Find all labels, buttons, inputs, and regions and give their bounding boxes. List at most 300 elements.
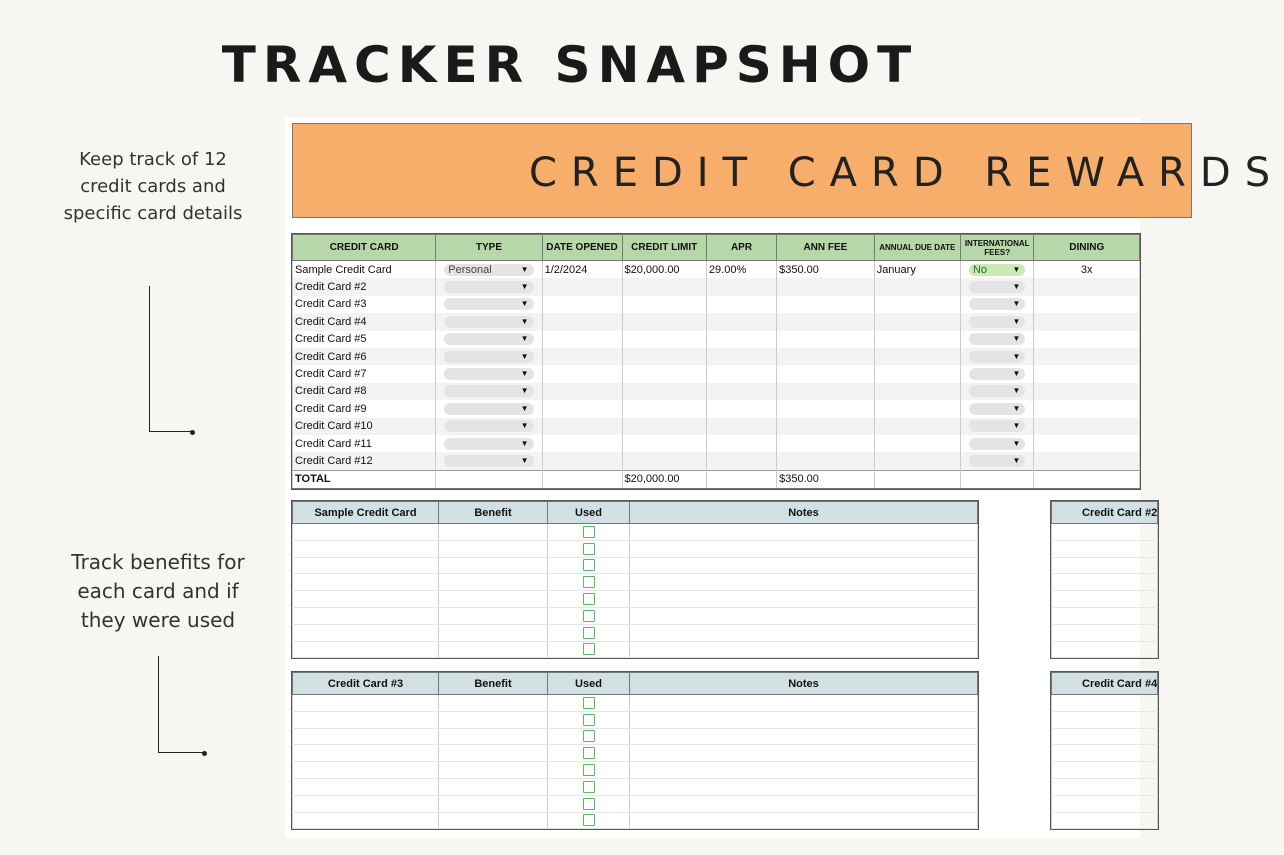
type-dropdown[interactable] <box>444 420 533 432</box>
benefit-row <box>1052 591 1158 608</box>
benefit-card-cell[interactable] <box>1052 591 1158 608</box>
card-cell: Credit Card #9 <box>293 400 436 417</box>
caption-benefits: Track benefits for each card and if they were used <box>71 550 245 632</box>
due-date-cell <box>874 400 960 417</box>
used-cell <box>548 762 630 779</box>
notes-cell[interactable] <box>630 524 978 541</box>
benefit-card-cell[interactable] <box>293 728 439 745</box>
card-cell: Sample Credit Card <box>293 261 436 279</box>
intl-fees-dropdown[interactable] <box>969 333 1025 345</box>
benefit-card-cell[interactable] <box>1052 711 1158 728</box>
dropdown-arrow-icon: ▼ <box>520 282 529 292</box>
date-opened-cell <box>542 313 622 330</box>
card-cell: Credit Card #10 <box>293 418 436 435</box>
used-cell <box>548 641 630 658</box>
dining-cell: 3x <box>1034 261 1140 279</box>
table-row <box>293 348 1140 365</box>
benefit-card-cell[interactable] <box>1052 728 1158 745</box>
credit-limit-cell: $20,000.00 <box>622 261 706 279</box>
intl-fees-dropdown[interactable] <box>969 403 1025 415</box>
apr-cell <box>706 331 776 348</box>
date-opened-cell <box>542 278 622 295</box>
used-cell <box>548 591 630 608</box>
ann-fee-cell <box>777 452 875 470</box>
used-cell <box>548 812 630 829</box>
benefit-cell[interactable] <box>439 812 548 829</box>
type-dropdown[interactable] <box>444 281 533 293</box>
benefit-header-card: Sample Credit Card <box>293 502 439 524</box>
intl-fees-dropdown[interactable] <box>969 351 1025 363</box>
dining-cell <box>1034 365 1140 382</box>
notes-cell[interactable] <box>630 574 978 591</box>
type-dropdown[interactable] <box>444 455 533 467</box>
credit-limit-cell <box>622 278 706 295</box>
notes-cell[interactable] <box>630 778 978 795</box>
intl-fees-dropdown[interactable] <box>969 316 1025 328</box>
bracket-arrow-icon <box>149 286 192 432</box>
credit-limit-cell <box>622 296 706 313</box>
benefit-table <box>292 672 978 829</box>
ann-fee-cell <box>777 365 875 382</box>
dropdown-arrow-icon: ▼ <box>520 264 529 274</box>
used-checkbox[interactable] <box>583 593 595 605</box>
benefit-card-cell[interactable] <box>1052 574 1158 591</box>
used-checkbox[interactable] <box>583 798 595 810</box>
type-cell <box>436 278 542 295</box>
apr-cell <box>706 278 776 295</box>
benefit-cell[interactable] <box>439 574 548 591</box>
benefit-header-used: Used <box>548 673 630 695</box>
benefit-card-cell[interactable] <box>1052 607 1158 624</box>
intl-fees-cell <box>960 278 1033 295</box>
benefit-cell[interactable] <box>439 728 548 745</box>
due-date-cell <box>874 365 960 382</box>
benefit-cell[interactable] <box>439 624 548 641</box>
credit-limit-cell <box>622 313 706 330</box>
benefit-row <box>1052 607 1158 624</box>
intl-fees-dropdown[interactable] <box>969 455 1025 467</box>
benefit-cell[interactable] <box>439 557 548 574</box>
dropdown-arrow-icon: ▼ <box>1012 386 1021 396</box>
table-row <box>293 365 1140 382</box>
bracket-arrow-icon <box>158 656 204 753</box>
used-checkbox[interactable] <box>583 576 595 588</box>
due-date-cell <box>874 452 960 470</box>
benefit-row <box>293 607 978 624</box>
benefit-row <box>1052 540 1158 557</box>
credit-limit-cell <box>622 383 706 400</box>
page-title: TRACKER SNAPSHOT <box>221 36 919 94</box>
notes-cell[interactable] <box>630 762 978 779</box>
table-row <box>293 435 1140 452</box>
benefit-card-cell[interactable] <box>1052 695 1158 712</box>
benefit-row <box>293 762 978 779</box>
date-opened-cell <box>542 365 622 382</box>
benefit-row <box>1052 795 1158 812</box>
notes-cell[interactable] <box>630 591 978 608</box>
column-header: APR <box>706 235 776 261</box>
table-row <box>293 278 1140 295</box>
notes-cell[interactable] <box>630 540 978 557</box>
benefit-card-cell[interactable] <box>293 762 439 779</box>
notes-cell[interactable] <box>630 812 978 829</box>
benefit-card-cell[interactable] <box>293 591 439 608</box>
benefit-card-cell[interactable] <box>1052 557 1158 574</box>
dropdown-arrow-icon: ▼ <box>1012 334 1021 344</box>
date-opened-cell <box>542 435 622 452</box>
date-opened-cell <box>542 331 622 348</box>
type-dropdown[interactable] <box>444 403 533 415</box>
ann-fee-cell <box>777 400 875 417</box>
card-cell: Credit Card #7 <box>293 365 436 382</box>
type-cell <box>436 400 542 417</box>
intl-fees-cell <box>960 261 1033 279</box>
type-cell <box>436 296 542 313</box>
spreadsheet <box>285 118 1284 838</box>
notes-cell[interactable] <box>630 745 978 762</box>
benefit-header-card: Credit Card #4 <box>1052 673 1158 695</box>
table-row <box>293 261 1140 279</box>
benefit-card-cell[interactable] <box>293 795 439 812</box>
dining-cell <box>1034 313 1140 330</box>
due-date-cell <box>874 313 960 330</box>
intl-fees-cell <box>960 435 1033 452</box>
type-dropdown[interactable] <box>444 298 533 310</box>
credit-limit-cell <box>622 365 706 382</box>
used-checkbox[interactable] <box>583 526 595 538</box>
benefit-row <box>1052 557 1158 574</box>
benefit-row <box>1052 524 1158 541</box>
card-cell: Credit Card #12 <box>293 452 436 470</box>
benefit-cell[interactable] <box>439 524 548 541</box>
benefit-cell[interactable] <box>439 778 548 795</box>
total-ann-fee: $350.00 <box>777 470 875 488</box>
benefit-card-cell[interactable] <box>1052 812 1158 829</box>
dining-cell <box>1034 418 1140 435</box>
benefit-row <box>1052 695 1158 712</box>
benefit-cell[interactable] <box>439 745 548 762</box>
benefit-row <box>293 624 978 641</box>
benefit-row <box>293 591 978 608</box>
date-opened-cell <box>542 296 622 313</box>
column-header: INTERNATIONAL FEES? <box>960 235 1033 261</box>
due-date-cell <box>874 278 960 295</box>
intl-fees-dropdown[interactable] <box>969 264 1025 276</box>
benefit-card-cell[interactable] <box>293 745 439 762</box>
card-cell: Credit Card #2 <box>293 278 436 295</box>
benefit-card-cell[interactable] <box>1052 540 1158 557</box>
intl-fees-cell <box>960 383 1033 400</box>
benefit-row <box>1052 812 1158 829</box>
benefit-row <box>293 524 978 541</box>
credit-card-table <box>292 234 1140 489</box>
benefit-card-cell[interactable] <box>1052 624 1158 641</box>
dining-cell <box>1034 400 1140 417</box>
table-row <box>293 331 1140 348</box>
notes-cell[interactable] <box>630 711 978 728</box>
used-checkbox[interactable] <box>583 643 595 655</box>
benefit-card-cell[interactable] <box>293 641 439 658</box>
ann-fee-cell <box>777 435 875 452</box>
benefit-card-cell[interactable] <box>293 574 439 591</box>
card-cell: Credit Card #4 <box>293 313 436 330</box>
intl-fees-dropdown[interactable] <box>969 281 1025 293</box>
dining-cell <box>1034 331 1140 348</box>
type-dropdown[interactable] <box>444 333 533 345</box>
type-dropdown[interactable] <box>444 316 533 328</box>
apr-cell <box>706 452 776 470</box>
due-date-cell: January <box>874 261 960 279</box>
benefit-row <box>293 557 978 574</box>
intl-fees-cell <box>960 452 1033 470</box>
dropdown-arrow-icon: ▼ <box>520 386 529 396</box>
table-row <box>293 452 1140 470</box>
column-header: CREDIT LIMIT <box>622 235 706 261</box>
credit-limit-cell <box>622 348 706 365</box>
used-checkbox[interactable] <box>583 627 595 639</box>
column-header: ANN FEE <box>777 235 875 261</box>
type-dropdown[interactable] <box>444 368 533 380</box>
table-row <box>293 400 1140 417</box>
type-cell <box>436 348 542 365</box>
benefit-table <box>1051 501 1158 658</box>
benefit-card-cell[interactable] <box>1052 641 1158 658</box>
dropdown-arrow-icon: ▼ <box>1012 264 1021 274</box>
type-cell <box>436 383 542 400</box>
benefit-row <box>1052 762 1158 779</box>
column-header: DINING <box>1034 235 1140 261</box>
benefit-header-benefit: Benefit <box>439 502 548 524</box>
used-checkbox[interactable] <box>583 730 595 742</box>
due-date-cell <box>874 418 960 435</box>
date-opened-cell <box>542 452 622 470</box>
used-cell <box>548 557 630 574</box>
benefit-card-cell[interactable] <box>1052 745 1158 762</box>
type-dropdown[interactable] <box>444 385 533 397</box>
ann-fee-cell <box>777 313 875 330</box>
used-cell <box>548 711 630 728</box>
type-dropdown[interactable] <box>444 264 533 276</box>
due-date-cell <box>874 331 960 348</box>
benefit-card-cell[interactable] <box>293 695 439 712</box>
used-cell <box>548 745 630 762</box>
date-opened-cell <box>542 383 622 400</box>
card-cell: Credit Card #5 <box>293 331 436 348</box>
total-row <box>293 470 1140 488</box>
credit-limit-cell <box>622 418 706 435</box>
table-row <box>293 296 1140 313</box>
benefit-card-cell[interactable] <box>293 624 439 641</box>
apr-cell <box>706 348 776 365</box>
benefit-card-cell[interactable] <box>293 812 439 829</box>
benefit-card-cell[interactable] <box>1052 762 1158 779</box>
used-cell <box>548 728 630 745</box>
intl-fees-dropdown[interactable] <box>969 298 1025 310</box>
ann-fee-cell <box>777 296 875 313</box>
benefit-cell[interactable] <box>439 695 548 712</box>
sheet-banner <box>292 123 1284 218</box>
table-row <box>293 313 1140 330</box>
used-cell <box>548 607 630 624</box>
dining-cell <box>1034 348 1140 365</box>
benefit-header-used: Used <box>548 502 630 524</box>
intl-fees-dropdown[interactable] <box>969 368 1025 380</box>
dropdown-value: No <box>972 263 988 276</box>
benefit-row <box>1052 711 1158 728</box>
card-cell: Credit Card #3 <box>293 296 436 313</box>
dropdown-arrow-icon: ▼ <box>1012 299 1021 309</box>
caption-card-details: Keep track of 12 credit cards and specific card details <box>63 149 243 224</box>
used-cell <box>548 624 630 641</box>
type-dropdown[interactable] <box>444 351 533 363</box>
total-credit-limit: $20,000.00 <box>622 470 706 488</box>
benefit-row <box>293 745 978 762</box>
benefit-cell[interactable] <box>439 607 548 624</box>
dropdown-arrow-icon: ▼ <box>1012 351 1021 361</box>
dropdown-arrow-icon: ▼ <box>520 351 529 361</box>
benefit-row <box>1052 778 1158 795</box>
dropdown-value: Personal <box>448 263 492 276</box>
benefit-card-cell[interactable] <box>293 778 439 795</box>
apr-cell <box>706 365 776 382</box>
table-row <box>293 418 1140 435</box>
benefit-card-cell[interactable] <box>293 557 439 574</box>
type-cell <box>436 452 542 470</box>
used-checkbox[interactable] <box>583 814 595 826</box>
total-label: TOTAL <box>293 470 436 488</box>
benefit-cell[interactable] <box>439 591 548 608</box>
banner-title: CREDIT CARD REWARDS <box>529 150 1284 196</box>
dropdown-arrow-icon: ▼ <box>1012 282 1021 292</box>
used-cell <box>548 778 630 795</box>
due-date-cell <box>874 383 960 400</box>
date-opened-cell <box>542 400 622 417</box>
benefit-table <box>292 501 978 658</box>
intl-fees-cell <box>960 331 1033 348</box>
due-date-cell <box>874 348 960 365</box>
dropdown-arrow-icon: ▼ <box>520 334 529 344</box>
benefit-cell[interactable] <box>439 711 548 728</box>
intl-fees-cell <box>960 418 1033 435</box>
intl-fees-dropdown[interactable] <box>969 438 1025 450</box>
dining-cell <box>1034 278 1140 295</box>
ann-fee-cell <box>777 331 875 348</box>
benefit-cell[interactable] <box>439 540 548 557</box>
benefit-header-notes: Notes <box>630 502 978 524</box>
date-opened-cell <box>542 418 622 435</box>
ann-fee-cell <box>777 278 875 295</box>
ann-fee-cell <box>777 383 875 400</box>
notes-cell[interactable] <box>630 607 978 624</box>
date-opened-cell: 1/2/2024 <box>542 261 622 279</box>
benefit-card-cell[interactable] <box>293 524 439 541</box>
type-dropdown[interactable] <box>444 438 533 450</box>
benefit-row <box>1052 574 1158 591</box>
used-checkbox[interactable] <box>583 764 595 776</box>
apr-cell <box>706 383 776 400</box>
used-checkbox[interactable] <box>583 543 595 555</box>
benefit-card-cell[interactable] <box>293 711 439 728</box>
notes-cell[interactable] <box>630 795 978 812</box>
benefit-cell[interactable] <box>439 641 548 658</box>
notes-cell[interactable] <box>630 641 978 658</box>
benefit-row <box>1052 745 1158 762</box>
benefit-card-cell[interactable] <box>1052 524 1158 541</box>
intl-fees-cell <box>960 348 1033 365</box>
benefit-card-cell[interactable] <box>293 607 439 624</box>
used-cell <box>548 795 630 812</box>
benefit-row <box>293 695 978 712</box>
dropdown-arrow-icon: ▼ <box>520 403 529 413</box>
apr-cell: 29.00% <box>706 261 776 279</box>
intl-fees-cell <box>960 296 1033 313</box>
dropdown-arrow-icon: ▼ <box>1012 316 1021 326</box>
benefit-header-card: Credit Card #2 <box>1052 502 1158 524</box>
benefit-table <box>1051 672 1158 829</box>
column-header: ANNUAL DUE DATE <box>874 235 960 261</box>
used-checkbox[interactable] <box>583 559 595 571</box>
benefit-card-cell[interactable] <box>293 540 439 557</box>
benefit-cell[interactable] <box>439 795 548 812</box>
credit-limit-cell <box>622 452 706 470</box>
dropdown-arrow-icon: ▼ <box>1012 421 1021 431</box>
benefit-cell[interactable] <box>439 762 548 779</box>
notes-cell[interactable] <box>630 557 978 574</box>
dining-cell <box>1034 435 1140 452</box>
dropdown-arrow-icon: ▼ <box>520 316 529 326</box>
ann-fee-cell <box>777 348 875 365</box>
intl-fees-dropdown[interactable] <box>969 420 1025 432</box>
dropdown-arrow-icon: ▼ <box>520 299 529 309</box>
dropdown-arrow-icon: ▼ <box>520 369 529 379</box>
credit-limit-cell <box>622 435 706 452</box>
type-cell <box>436 435 542 452</box>
used-cell <box>548 540 630 557</box>
intl-fees-cell <box>960 313 1033 330</box>
dining-cell <box>1034 296 1140 313</box>
dining-cell <box>1034 452 1140 470</box>
benefit-card-cell[interactable] <box>1052 795 1158 812</box>
intl-fees-dropdown[interactable] <box>969 385 1025 397</box>
benefit-row <box>293 711 978 728</box>
apr-cell <box>706 418 776 435</box>
used-checkbox[interactable] <box>583 610 595 622</box>
benefit-row <box>1052 728 1158 745</box>
card-cell: Credit Card #8 <box>293 383 436 400</box>
notes-cell[interactable] <box>630 695 978 712</box>
type-cell <box>436 365 542 382</box>
apr-cell <box>706 435 776 452</box>
type-cell <box>436 331 542 348</box>
dropdown-arrow-icon: ▼ <box>520 455 529 465</box>
used-checkbox[interactable] <box>583 747 595 759</box>
intl-fees-cell <box>960 400 1033 417</box>
due-date-cell <box>874 435 960 452</box>
benefit-header-card: Credit Card #3 <box>293 673 439 695</box>
notes-cell[interactable] <box>630 624 978 641</box>
used-checkbox[interactable] <box>583 697 595 709</box>
dining-cell <box>1034 383 1140 400</box>
used-checkbox[interactable] <box>583 781 595 793</box>
benefit-row <box>293 812 978 829</box>
dropdown-arrow-icon: ▼ <box>1012 455 1021 465</box>
benefit-card-cell[interactable] <box>1052 778 1158 795</box>
apr-cell <box>706 400 776 417</box>
notes-cell[interactable] <box>630 728 978 745</box>
card-cell: Credit Card #6 <box>293 348 436 365</box>
used-checkbox[interactable] <box>583 714 595 726</box>
used-cell <box>548 524 630 541</box>
